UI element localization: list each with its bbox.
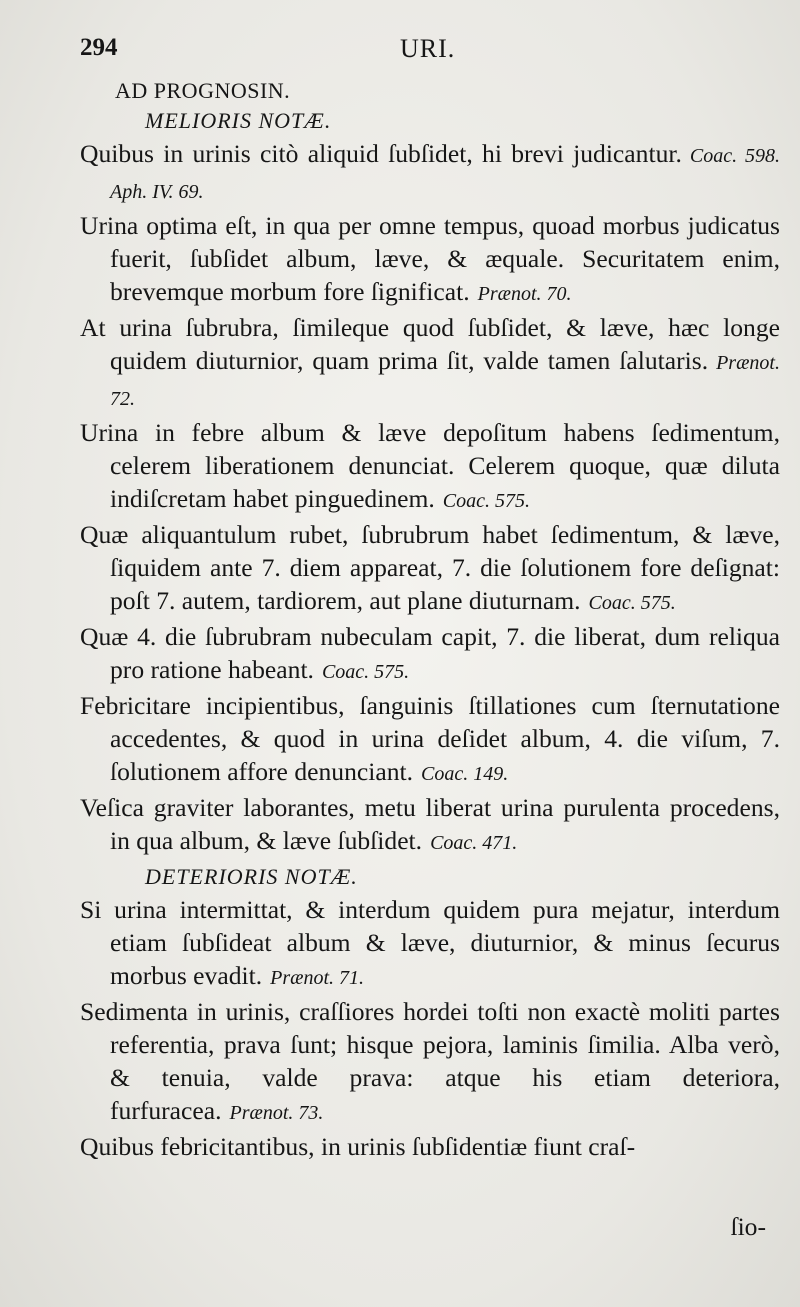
entry-worse: [80, 1130, 780, 1163]
entry-better: [80, 311, 780, 416]
entry-text: Febricitare incipientibus, ſanguinis ſtillationes cum ſternutatione accedentes, & quod in urina deſidet album, 4. die viſum, 7. ſolutionem affore denunciant.: [80, 691, 780, 786]
entry-text: Quibus in urinis citò aliquid ſubſidet, hi brevi judicantur.: [80, 139, 682, 168]
entry-text: Sedimenta in urinis, craſſiores hordei toſti non exactè moliti partes referentia, prava ſunt; hisque pejora, laminis ſimilia. Alba verò, & tenuia, valde prava: atque his etiam deteriora, furfuracea.: [80, 997, 780, 1125]
entry-better: [80, 620, 780, 689]
entry-better: [80, 689, 780, 791]
entry-reference: Prænot. 71.: [270, 967, 365, 989]
entry-text: Quæ aliquantulum rubet, ſubrubrum habet ſedimentum, & læve, ſiquidem ante 7. diem appareat, 7. die ſolutionem fore deſignat: poſt 7. autem, tardiorem, aut plane diuturnam.: [80, 520, 780, 615]
entry-text: At urina ſubrubra, ſimileque quod ſubſidet, & læve, hæc longe quidem diuturnior, quam prima ſit, valde tamen ſalutaris.: [80, 313, 780, 375]
entry-reference: Coac. 575.: [588, 592, 676, 614]
entry-better: [80, 209, 780, 311]
entry-text: Quæ 4. die ſubrubram nubeculam capit, 7. die liberat, dum reliqua pro ratione habeant.: [80, 622, 780, 684]
entry-worse: [80, 893, 780, 995]
entry-reference: Prænot. 72.: [110, 352, 780, 410]
entry-reference: Prænot. 70.: [477, 283, 572, 305]
entry-worse: [80, 995, 780, 1130]
entry-reference: Coac. 471.: [430, 832, 518, 854]
entry-text: Si urina intermittat, & interdum quidem pura mejatur, interdum etiam ſubſideat album & læve, diuturnior, & minus ſecurus morbus evadit.: [80, 895, 780, 990]
entry-reference: Coac. 575.: [442, 490, 531, 512]
subheading-worse-signs: DETERIORIS NOTÆ.: [145, 864, 358, 889]
entry-better: [80, 791, 780, 860]
entry-better: [80, 137, 780, 209]
page-number: 294: [80, 34, 118, 61]
catchword: ſio-: [730, 1212, 766, 1241]
entry-reference: Coac. 598. Aph. IV. 69.: [110, 145, 780, 203]
entry-reference: Coac. 149.: [421, 763, 509, 785]
entry-text: Veſica graviter laborantes, metu liberat urina purulenta procedens, in qua album, & læve ſubſidet.: [80, 793, 780, 855]
entry-reference: Prænot. 73.: [229, 1102, 324, 1124]
subheading-better-signs: MELIORIS NOTÆ.: [145, 108, 332, 133]
entry-reference: Coac. 575.: [321, 661, 410, 683]
entry-text: Quibus febricitantibus, in urinis ſubſidentiæ fiunt craſ-: [80, 1132, 636, 1161]
section-heading: AD PROGNOSIN.: [115, 78, 291, 103]
entry-text: Urina optima eſt, in qua per omne tempus, quoad morbus judicatus fuerit, ſubſidet album, læve, & æquale. Securitatem enim, brevemque morbum fore ſignificat.: [80, 211, 780, 306]
page-body: [80, 104, 780, 1163]
entry-better: [80, 518, 780, 620]
entry-text: Urina in febre album & læve depoſitum habens ſedimentum, celerem liberationem denunciat. Celerem quoque, quæ diluta indiſcretam habet pinguedinem.: [80, 418, 780, 513]
page-header: [80, 34, 740, 78]
entry-better: [80, 416, 780, 518]
running-head: URI.: [400, 34, 456, 63]
